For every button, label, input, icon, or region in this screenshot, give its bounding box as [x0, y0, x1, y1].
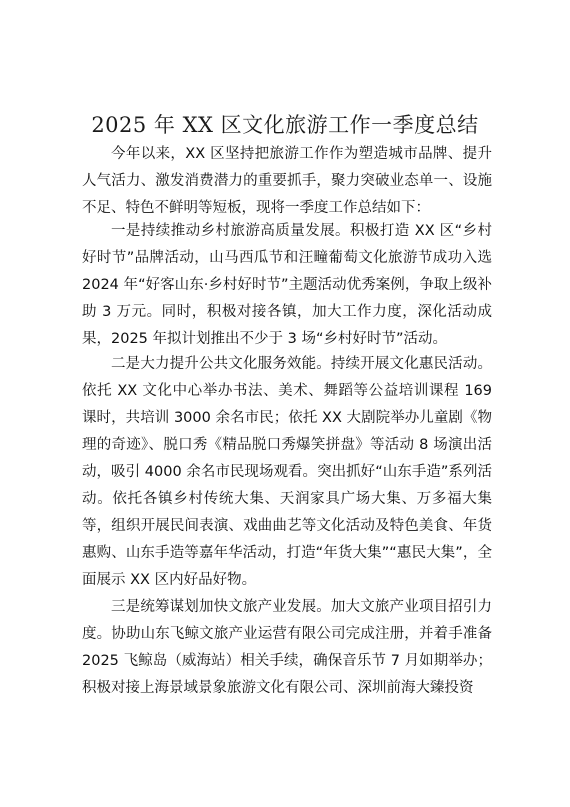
document-title: 2025 年 XX 区文化旅游工作一季度总结	[91, 113, 479, 137]
public-culture-paragraph: 二是大力提升公共文化服务效能。持续开展文化惠民活动。依托 XX 文化中心举办书法、美术、舞蹈等公益培训课程 169 课时，共培训 3000 余名市民；依托 XX 大剧院举办儿童剧《物理的奇迹》、脱口秀《精品脱口秀爆笑拼盘》等活动 8 场演出活动，吸引 4000 余名市民现场观看。突出抓好“山东手造”系列活动。依托各镇乡村传统大集、天润家具广场大集、万多福大集等，组织开展民间表演、戏曲曲艺等文化活动及特色美食、年货惠购、山东手造等嘉年华活动，打造“年货大集”“惠民大集”，全面展示 XX 区内好品好物。	[82, 356, 492, 588]
rural-tourism-paragraph: 一是持续推动乡村旅游高质量发展。积极打造 XX 区“乡村好时节”品牌活动，山马西瓜节和汪疃葡萄文化旅游节成功入选 2024 年“好客山东·乡村好时节”主题活动优秀案例，争取上级补助 3 万元。同时，积极对接各镇，加大工作力度，深化活动成果，2025 年拟计划推出不少于 3 场“乡村好时节”活动。	[82, 223, 492, 347]
industry-development-paragraph: 三是统筹谋划加快文旅产业发展。加大文旅产业项目招引力度。协助山东飞鲸文旅产业运营有限公司完成注册，并着手准备 2025 飞鲸岛（威海站）相关手续，确保音乐节 7 月如期举办；积极对接上海景域景象旅游文化有限公司、深圳前海大臻投资	[82, 599, 492, 696]
intro-paragraph: 今年以来，XX 区坚持把旅游工作作为塑造城市品牌、提升人气活力、激发消费潜力的重要抓手，聚力突破业态单一、设施不足、特色不鲜明等短板，现将一季度工作总结如下：	[82, 146, 492, 216]
